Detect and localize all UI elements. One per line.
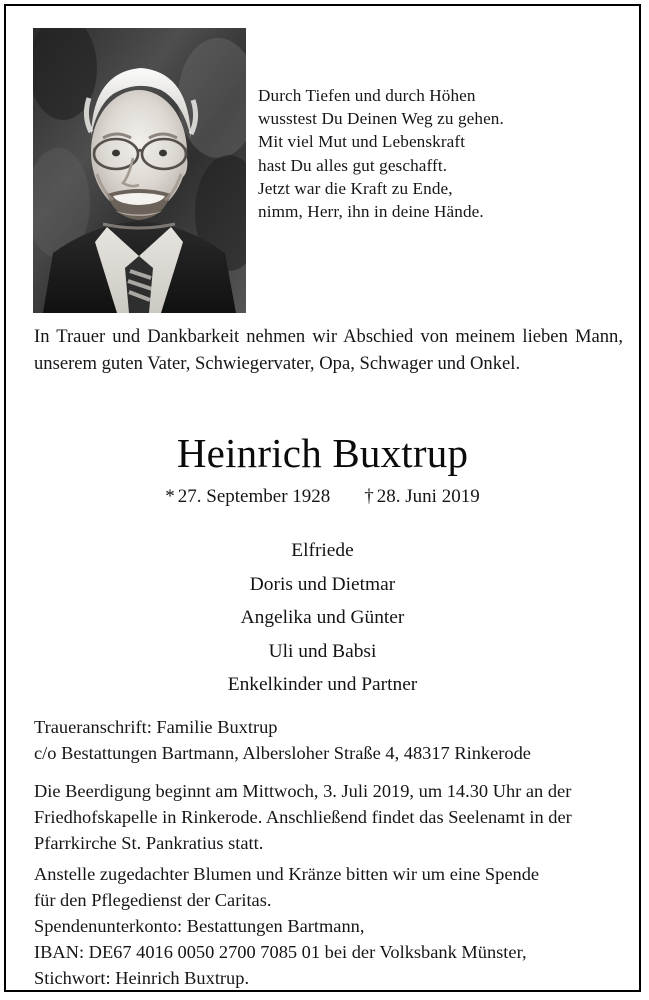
donation-line: Anstelle zugedachter Blumen und Kränze bitten wir um eine Spende: [34, 864, 540, 884]
donation-line: Spendenunterkonto: Bestattungen Bartmann,: [34, 916, 365, 936]
death-date-group: [364, 486, 479, 507]
mourner-line: Elfriede: [291, 540, 354, 561]
poem-text: [258, 84, 558, 223]
mourner-line: Enkelkinder und Partner: [227, 674, 418, 695]
deceased-name: Heinrich Buxtrup: [176, 430, 469, 476]
poem-line: Mit viel Mut und Lebenskraft: [258, 132, 466, 152]
mourners-list: [6, 534, 639, 702]
donation-line: Stichwort: Heinrich Buxtrup.: [34, 968, 250, 988]
funeral-details-block: [34, 778, 626, 856]
obituary-notice: [4, 4, 641, 992]
birth-star-icon: *: [165, 486, 175, 507]
mourner-line: Uli und Babsi: [268, 640, 377, 662]
birth-date: 27. September 1928: [177, 486, 331, 507]
life-dates: [6, 484, 639, 510]
mourner-line: Angelika und Günter: [240, 607, 405, 628]
cross-dagger-icon: †: [364, 486, 374, 507]
header-block: [6, 6, 639, 306]
notice-inner: [6, 6, 639, 990]
poem-line: wusstest Du Deinen Weg zu gehen.: [258, 109, 504, 129]
funeral-text: Die Beerdigung beginnt am Mittwoch, 3. Juli 2019, um 14.30 Uhr an der Friedhofskapelle in Rinkerode. Anschließend findet das Seelenamt in der Pfarrkirche St. Pankratius statt.: [34, 781, 572, 853]
poem-line: Durch Tiefen und durch Höhen: [258, 86, 476, 105]
portrait-photo: [33, 28, 246, 313]
donation-block: [34, 861, 626, 991]
address-block: [34, 714, 626, 766]
mourner-line: Doris und Dietmar: [249, 573, 396, 595]
address-line: c/o Bestattungen Bartmann, Albersloher Straße 4, 48317 Rinkerode: [34, 743, 531, 763]
donation-line: für den Pflegedienst der Caritas.: [34, 890, 272, 910]
address-line: Traueranschrift: Familie Buxtrup: [34, 717, 278, 737]
birth-date-group: [165, 486, 330, 507]
intro-paragraph: In Trauer und Dankbarkeit nehmen wir Abschied von meinem lieben Mann, unserem guten Vater, Schwiegervater, Opa, Schwager und Onkel.: [34, 326, 623, 374]
portrait-image: [33, 28, 246, 313]
poem-line: Jetzt war die Kraft zu Ende,: [258, 178, 453, 198]
poem-line: hast Du alles gut geschafft.: [258, 155, 448, 175]
death-date: 28. Juni 2019: [376, 486, 480, 507]
poem-line: nimm, Herr, ihn in deine Hände.: [258, 202, 484, 222]
donation-iban-line: IBAN: DE67 4016 0050 2700 7085 01 bei der Volksbank Münster,: [34, 942, 527, 962]
